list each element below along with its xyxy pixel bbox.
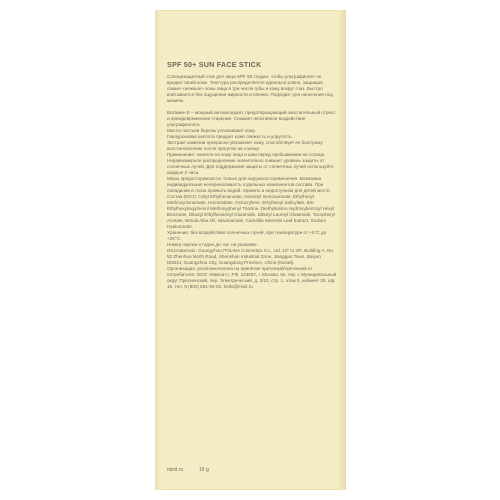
usage-text: Применение: нанести на кожу лица и шеи перед пребыванием на солнце. Неравномерное распределение значительно снижает уровень защиты от солнечных лучей. Для поддержания защиты от солнечных лучей используйте каждые 2 часа. [167, 152, 334, 175]
manufacturer-text: Изготовитель: Guangzhou POLINA Cosmetics Co., Ltd. 1/F to 3/F, Building A, No 52 Zhenhua North Road, Shenshan Industrial Zone, Jianggao Town, Baiyun District, Guangzhou City, Guangdong Province, China (Китай). [167, 248, 333, 265]
box-right-edge [338, 10, 346, 490]
storage-text: Хранение: без воздействия солнечных лучей, при температуре от +5°С до +25°С. [167, 230, 327, 241]
site-text: mixit.ru [167, 467, 184, 473]
product-title: SPF 50+ SUN FACE STICK [167, 60, 262, 69]
box-label-text [167, 60, 337, 290]
weight-text: 15 g [199, 467, 209, 473]
intro-text: Солнцезащитный стик для лица SPF 50 создан, чтобы ультрафиолет не вредил твоей коже. Текстура распределяется идеально ровно, защищая самые «нежные» зоны лица в три числе губы и кожу вокруг глаз. Быстро впитывается без ощущения жирности и пленки. Подходит для нанесения под макияж. [167, 74, 333, 103]
camellia-text: Экстракт камелии прекрасно увлажняет кожу, способствует ее быстрому восстановлению после прогулок на солнце. [167, 140, 323, 151]
birch-oil-text: Масло листьев березы успокаивает кожу. [167, 128, 256, 133]
vitamin-e-text: Витамин Е – мощный антиоксидант, предотвращающий окислительный стресс и преждевременное старение. Снижает негативное воздействие ультрафиолета. [167, 110, 336, 127]
composition-text: Состав (INCI): Cetyl Ethylhexanoate, Isononyl Isononanoate, Ethylhexyl Methoxycinnamate, Homosalate, Octocrylene, Ethylhexyl Salicylate, Bis-Ethylhexyloxyphenol Methoxyphenyl Triazine, Diethylamino Hydroxybenzoyl Hexyl Benzoate, Dibutyl Ethylhexanoyl Glutamide, Dibutyl Lauroyl Glutamide, Tocopheryl Acetate, Betula Alba Oil, Niacinamide, Camellia Sinensis Leaf Extract, Sodium Hyaluronate. [167, 194, 335, 229]
organization-text: Организация, уполномоченная на принятие претензий/претензий от потребителя: ООО «Миксит», РФ, 123557, г. Москва, вн. тер. г. Муниципальный округ Пресненский, пер. Электрический, д. 3/10, стр. 1, этаж 5, кабинет 29, оф. 16, тел. 8 (800) 551-94-02, hello@mixit.ru [167, 266, 337, 289]
box-left-edge [155, 10, 161, 490]
hyaluronic-text: Гиалуроновая кислота придает коже свежесть и упругость. [167, 134, 293, 139]
batch-text: Номер партии и годен до: см. на упаковке. [167, 242, 258, 247]
precautions-text: Меры предосторожности: только для наружного применения. Возможна индивидуальная непереносимость отдельных компонентов состава. При попадании в глаза промыть водой. Хранить в недоступном для детей месте. [167, 176, 332, 193]
